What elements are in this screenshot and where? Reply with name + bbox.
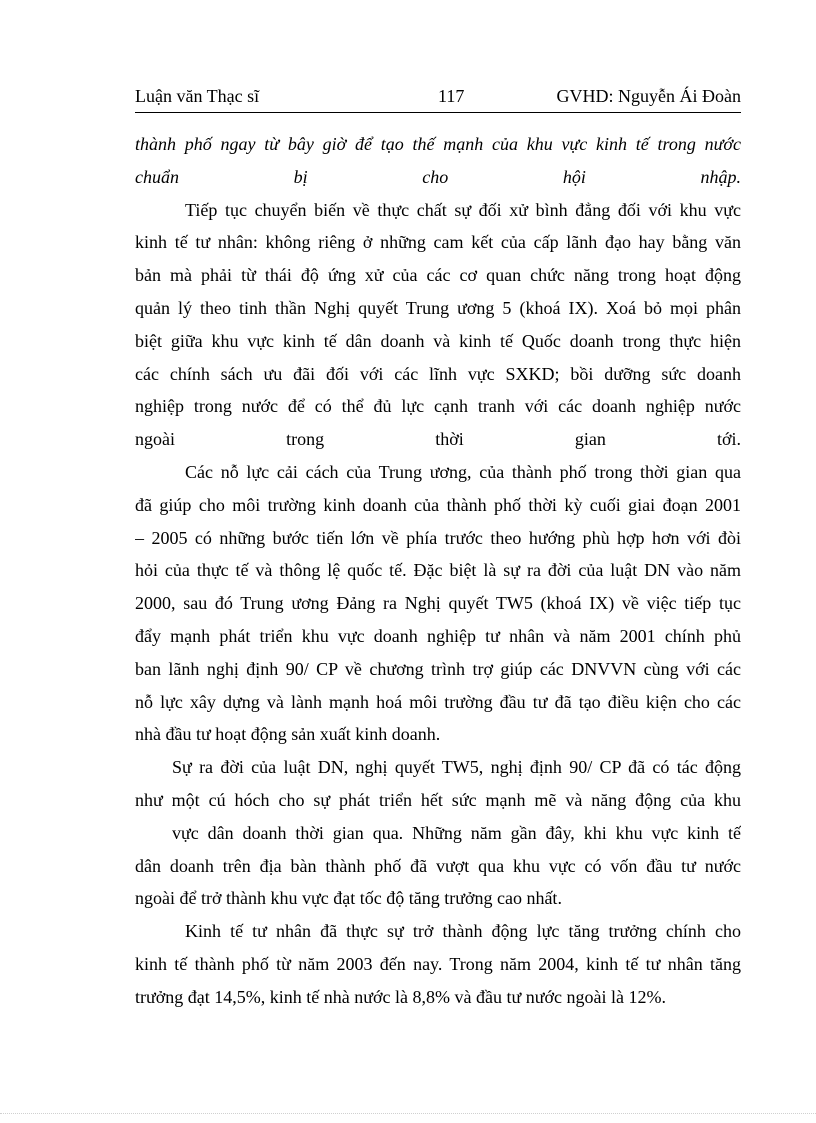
page-number: 117 bbox=[438, 86, 465, 106]
text-line-11: Các nỗ lực cải cách của Trung ương, của thành phố trong thời gian qua bbox=[185, 461, 741, 482]
text-line-5: bản mà phải từ thái độ ứng xử của các cơ quan chức năng trong hoạt động bbox=[135, 265, 741, 286]
text-line-4: kinh tế tư nhân: không riêng ở những cam kết của cấp lãnh đạo hay bằng văn bbox=[135, 232, 741, 253]
text-line-22: vực dân doanh thời gian qua. Những năm gần đây, khi khu vực kinh tế bbox=[172, 822, 741, 843]
text-line-19: nhà đầu tư hoạt động sản xuất kinh doanh. bbox=[135, 724, 441, 745]
text-line-18: nỗ lực xây dựng và lành mạnh hoá môi trường đầu tư đã tạo điều kiện cho các bbox=[135, 691, 741, 712]
footer-divider bbox=[0, 1113, 816, 1114]
text-line-1: thành phố ngay từ bây giờ để tạo thế mạnh của khu vực kinh tế trong nước bbox=[135, 134, 741, 154]
header-advisor: GVHD: Nguyễn Ái Đoàn bbox=[556, 86, 741, 106]
text-line-26: kinh tế thành phố từ năm 2003 đến nay. Trong năm 2004, kinh tế tư nhân tăng bbox=[135, 953, 741, 974]
text-line-3: Tiếp tục chuyển biến về thực chất sự đối xử bình đẳng đối với khu vực bbox=[185, 199, 741, 220]
text-line-13: – 2005 có những bước tiến lớn về phía trước theo hướng phù hợp hơn với đòi bbox=[135, 527, 741, 548]
text-line-9: nghiệp trong nước để có thể đủ lực cạnh tranh với các doanh nghiệp nước bbox=[135, 396, 741, 417]
text-line-24: ngoài để trở thành khu vực đạt tốc độ tăng trưởng cao nhất. bbox=[135, 888, 562, 909]
text-line-14: hỏi của thực tế và thông lệ quốc tế. Đặc biệt là sự ra đời của luật DN vào năm bbox=[135, 560, 741, 581]
text-line-17: ban lãnh nghị định 90/ CP về chương trình trợ giúp các DNVVN cùng với các bbox=[135, 658, 741, 679]
text-line-10: ngoài trong thời gian tới. bbox=[135, 429, 741, 450]
text-line-12: đã giúp cho môi trường kinh doanh của thành phố thời kỳ cuối giai đoạn 2001 bbox=[135, 494, 741, 515]
text-line-2: chuẩn bị cho hội nhập. bbox=[135, 166, 741, 187]
text-line-27: trưởng đạt 14,5%, kinh tế nhà nước là 8,8% và đầu tư nước ngoài là 12%. bbox=[135, 986, 666, 1007]
page-header bbox=[135, 84, 741, 113]
header-thesis-title: Luận văn Thạc sĩ bbox=[135, 86, 260, 106]
text-line-6: quản lý theo tinh thần Nghị quyết Trung ương 5 (khoá IX). Xoá bỏ mọi phân bbox=[135, 297, 741, 318]
text-line-15: 2000, sau đó Trung ương Đảng ra Nghị quyết TW5 (khoá IX) về việc tiếp tục bbox=[135, 593, 741, 614]
text-line-8: các chính sách ưu đãi đối với các lĩnh vực SXKD; bồi dưỡng sức doanh bbox=[135, 363, 741, 384]
text-line-16: đẩy mạnh phát triển khu vực doanh nghiệp tư nhân và năm 2001 chính phủ bbox=[135, 625, 741, 646]
text-line-20: Sự ra đời của luật DN, nghị quyết TW5, nghị định 90/ CP đã có tác động bbox=[172, 757, 741, 778]
text-line-25: Kinh tế tư nhân đã thực sự trở thành động lực tăng trưởng chính cho bbox=[185, 921, 741, 942]
text-line-7: biệt giữa khu vực kinh tế dân doanh và kinh tế Quốc doanh trong thực hiện bbox=[135, 330, 741, 351]
document-body bbox=[135, 128, 741, 1014]
text-line-21: như một cú hóch cho sự phát triển hết sức mạnh mẽ và năng động của khu bbox=[135, 789, 741, 810]
text-line-23: dân doanh trên địa bàn thành phố đã vượt qua khu vực có vốn đầu tư nước bbox=[135, 855, 741, 876]
